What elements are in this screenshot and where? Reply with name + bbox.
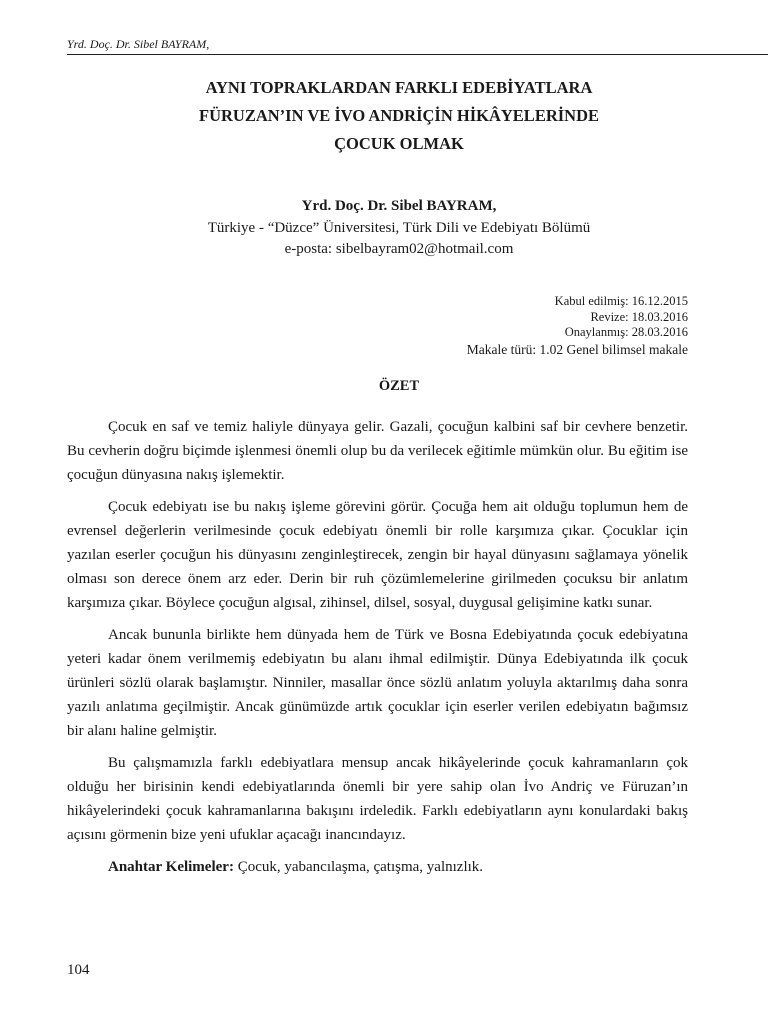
abstract-heading: ÖZET: [378, 378, 420, 394]
abstract-paragraph: Çocuk en saf ve temiz haliyle dünyaya gelir. Gazali, çocuğun kalbini saf bir cevhere benzetir. Bu cevherin doğru biçimde işlenmesi önemli olup bu da verilecek eğitimle mümkün olur. Bu eğitim ise çocuğun dünyasına nakış işlemektir.: [67, 419, 688, 483]
keywords: [67, 855, 688, 879]
author-block: [67, 196, 731, 261]
header-rule: [67, 54, 768, 55]
keywords-label: Anahtar Kelimeler:: [108, 859, 234, 875]
abstract-body: [67, 415, 688, 887]
page-number: 104: [67, 962, 90, 978]
author-name: Yrd. Doç. Dr. Sibel BAYRAM,: [301, 198, 497, 214]
abstract-paragraph: Bu çalışmamızla farklı edebiyatlara mensup ancak hikâyelerinde çocuk kahramanların çok olduğu her birisinin kendi edebiyatlarında önemli bir yere sahip olan İvo Andriç ve Füruzan’ın hikâyelerindeki çocuk kahramanlarına bakışını irdeledik. Farklı edebiyatların aynı konulardaki bakış açısını görmenin bize yeni ufuklar açacağı inancındayız.: [67, 755, 688, 843]
title-line: AYNI TOPRAKLARDAN FARKLI EDEBİYATLARA: [205, 78, 593, 97]
article-meta: [467, 294, 688, 358]
approved-date: Onaylanmış: 28.03.2016: [564, 325, 688, 339]
article-title: [67, 74, 731, 158]
accepted-date: Kabul edilmiş: 16.12.2015: [554, 294, 688, 308]
author-affiliation: Türkiye - “Düzce” Üniversitesi, Türk Dili ve Edebiyatı Bölümü: [207, 219, 591, 236]
abstract-paragraph: Çocuk edebiyatı ise bu nakış işleme görevini görür. Çocuğa hem ait olduğu toplumun hem de evrensel değerlerin verilmesinde çocuk edebiyatı önemli bir rolle karşımıza çıkar. Çocuklar için yazılan eserler çocuğun his dünyasını zenginleştirecek, zengin bir hayal dünyasını sağlamaya yönelik olması son derece önem arz eder. Derin bir ruh çözümlemelerine girilmeden çocuksu bir anlatım karşımıza çıkar. Böylece çocuğun algısal, zihinsel, dilsel, sosyal, duygusal gelişimine katkı sunar.: [67, 499, 688, 611]
title-line: FÜRUZAN’IN VE İVO ANDRİÇİN HİKÂYELERİNDE: [199, 106, 599, 125]
title-line: ÇOCUK OLMAK: [334, 134, 464, 153]
running-head: Yrd. Doç. Dr. Sibel BAYRAM,: [67, 37, 210, 51]
keywords-text: Çocuk, yabancılaşma, çatışma, yalnızlık.: [233, 859, 484, 875]
author-email: e-posta: sibelbayram02@hotmail.com: [284, 241, 514, 257]
abstract-paragraph: Ancak bununla birlikte hem dünyada hem de Türk ve Bosna Edebiyatında çocuk edebiyatına yeteri kadar önem verilmemiş edebiyatın bu alanı ihmal edilmiştir. Dünya Edebiyatında ilk çocuk ürünleri sözlü olarak başlamıştır. Ninniler, masallar önce sözlü anlatım yoluyla aktarılmış daha sonra yazılı anlatıma geçilmiştir. Ancak günümüzde artık çocuklar için eserler verilen edebiyatın bağımsız bir alanı haline gelmiştir.: [67, 627, 688, 739]
revised-date: Revize: 18.03.2016: [590, 309, 688, 324]
article-type: Makale türü: 1.02 Genel bilimsel makale: [466, 341, 688, 357]
